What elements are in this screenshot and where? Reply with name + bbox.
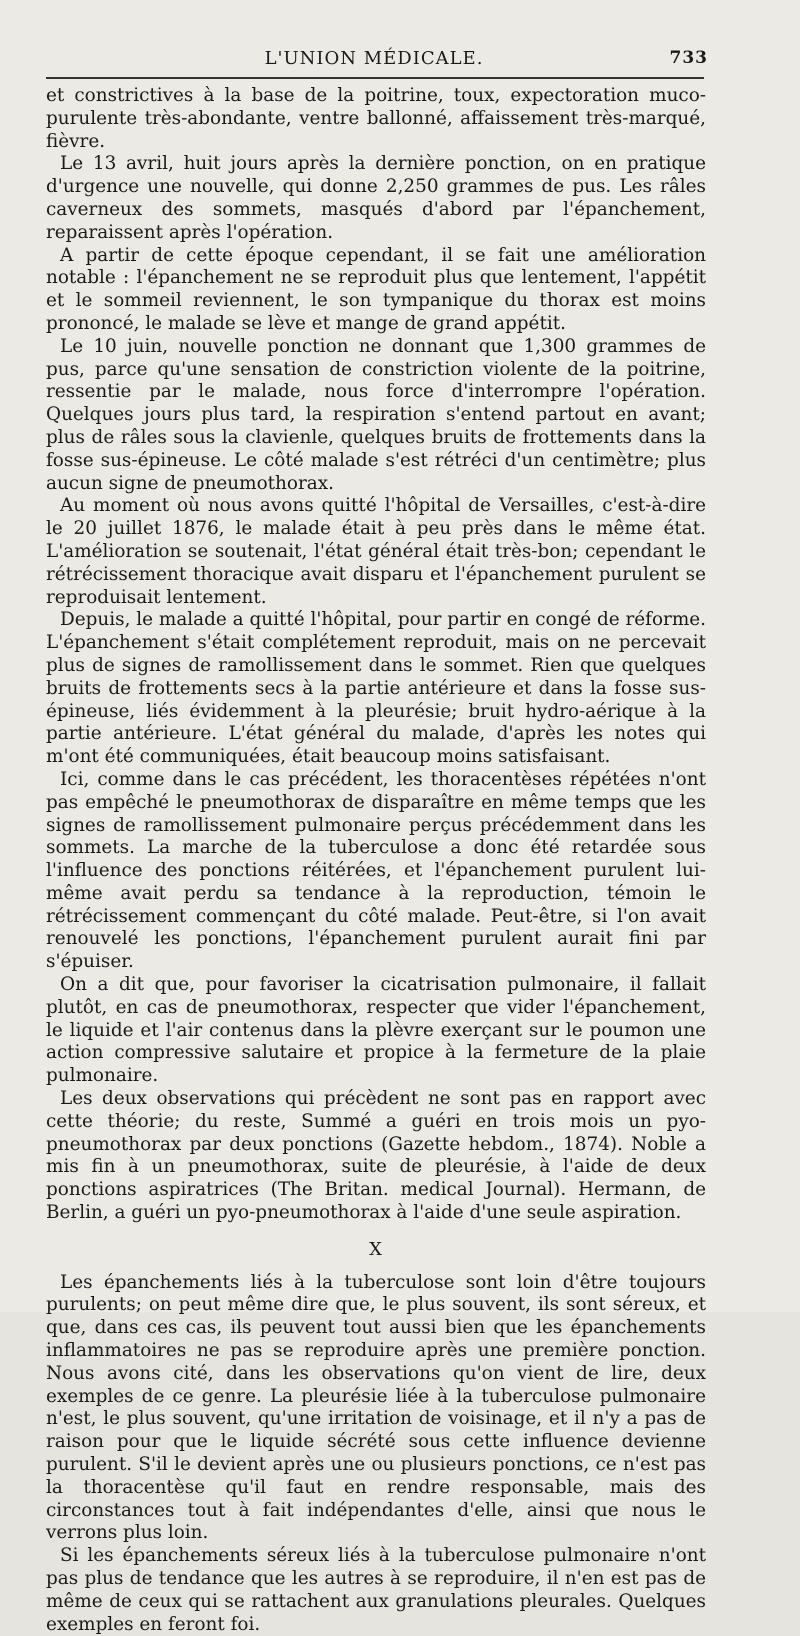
paragraph: Le 10 juin, nouvelle ponction ne donnant que 1,300 grammes de pus, parce qu'une sensation de constriction violente de la poitrine, ressentie par le malade, nous force d'interrompre l'opération. Quelques jours plus tard, la respiration s'entend partout en avant; plus de râles sous la clavienle, quelques bruits de frottements dans la fosse sus-épineuse. Le côté malade s'est rétréci d'un centimètre; plus aucun signe de pneumothorax. xyxy=(46,335,706,494)
paragraph: et constrictives à la base de la poitrine, toux, expectoration muco-purulente très-abondante, ventre ballonné, affaissement très-marqué, fièvre. xyxy=(46,85,706,152)
paragraph: Au moment où nous avons quitté l'hôpital de Versailles, c'est-à-dire le 20 juillet 1876, le malade était à peu près dans le même état. L'amélioration se soutenait, l'état général était très-bon; cependant le rétrécissement thoracique avait disparu et l'épanchement purulent se reproduisait lentement. xyxy=(46,495,706,608)
paragraph: Si les épanchements séreux liés à la tuberculose pulmonaire n'ont pas plus de tendance que les autres à se reproduire, il n'en est pas de même de ceux qui se rattachent aux granulations pleurales. Quelques exemples en feront foi. xyxy=(46,1545,706,1635)
running-header xyxy=(44,48,708,74)
paragraph: A partir de cette époque cependant, il se fait une amélioration notable : l'épanchement ne se reproduit plus que lentement, l'appétit et le sommeil reviennent, le son tympanique du thorax est moins prononcé, le malade se lève et mange de grand appétit. xyxy=(46,244,706,334)
paragraph: Le 13 avril, huit jours après la dernière ponction, on en pratique d'urgence une nouvelle, qui donne 2,250 grammes de pus. Les râles caverneux des sommets, masqués d'abord par l'épanchement, reparaissent après l'opération. xyxy=(46,153,706,243)
section-heading: X xyxy=(369,1238,383,1260)
paragraph: Ici, comme dans le cas précédent, les thoracentèses répétées n'ont pas empêché le pneumothorax de disparaître en même temps que les signes de ramollissement pulmonaire perçus précédemment dans les sommets. La marche de la tuberculose a donc été retardée sous l'influence des ponctions réitérées, et l'épanchement purulent lui-même avait perdu sa tendance à la reproduction, témoin le rétrécissement commençant du côté malade. Peut-être, si l'on avait renouvelé les ponctions, l'épanchement purulent aurait fini par s'épuiser. xyxy=(46,768,706,973)
paragraph: Les deux observations qui précèdent ne sont pas en rapport avec cette théorie; du reste, Summé a guéri en trois mois un pyo-pneumothorax par deux ponctions (Gazette hebdom., 1874). Noble a mis fin à un pneumothorax, suite de pleurésie, à l'aide de deux ponctions aspiratrices (The Britan. medical Journal). Hermann, de Berlin, a guéri un pyo-pneumothorax à l'aide d'une seule aspiration. xyxy=(46,1088,706,1224)
paragraph: Les épanchements liés à la tuberculose sont loin d'être toujours purulents; on peut même dire que, le plus souvent, ils sont séreux, et que, dans ces cas, ils peuvent tout aussi bien que les épanchements inflammatoires ne pas se reproduire après une première ponction. Nous avons cité, dans les observations qu'on vient de lire, deux exemples de ce genre. La pleurésie liée à la tuberculose pulmonaire n'est, le plus souvent, qu'une irritation de voisinage, et il n'y a pas de raison pour que le liquide sécrété sous cette influence devienne purulent. S'il le devient après une ou plusieurs ponctions, ce n'est pas la thoracentèse qu'il faut en rendre responsable, mais des circonstances tout à fait indépendantes d'elle, ainsi que nous le verrons plus loin. xyxy=(46,1271,706,1544)
page-number: 733 xyxy=(669,48,708,68)
header-rule xyxy=(46,77,704,79)
paragraph: On a dit que, pour favoriser la cicatrisation pulmonaire, il fallait plutôt, en cas de pneumothorax, respecter que vider l'épanchement, le liquide et l'air contenus dans la plèvre exerçant sur le poumon une action compressive salutaire et propice à la fermeture de la plaie pulmonaire. xyxy=(46,974,706,1087)
article-body xyxy=(46,85,706,1636)
journal-title: L'UNION MÉDICALE. xyxy=(264,48,484,69)
paragraph: Depuis, le malade a quitté l'hôpital, pour partir en congé de réforme. L'épanchement s'était complétement reproduit, mais on ne percevait plus de signes de ramollissement dans le sommet. Rien que quelques bruits de frottements secs à la partie antérieure et dans la fosse sus-épineuse, liés évidemment à la pleurésie; bruit hydro-aérique à la partie antérieure. L'état général du malade, d'après les notes qui m'ont été communiquées, était beaucoup moins satisfaisant. xyxy=(46,609,706,768)
